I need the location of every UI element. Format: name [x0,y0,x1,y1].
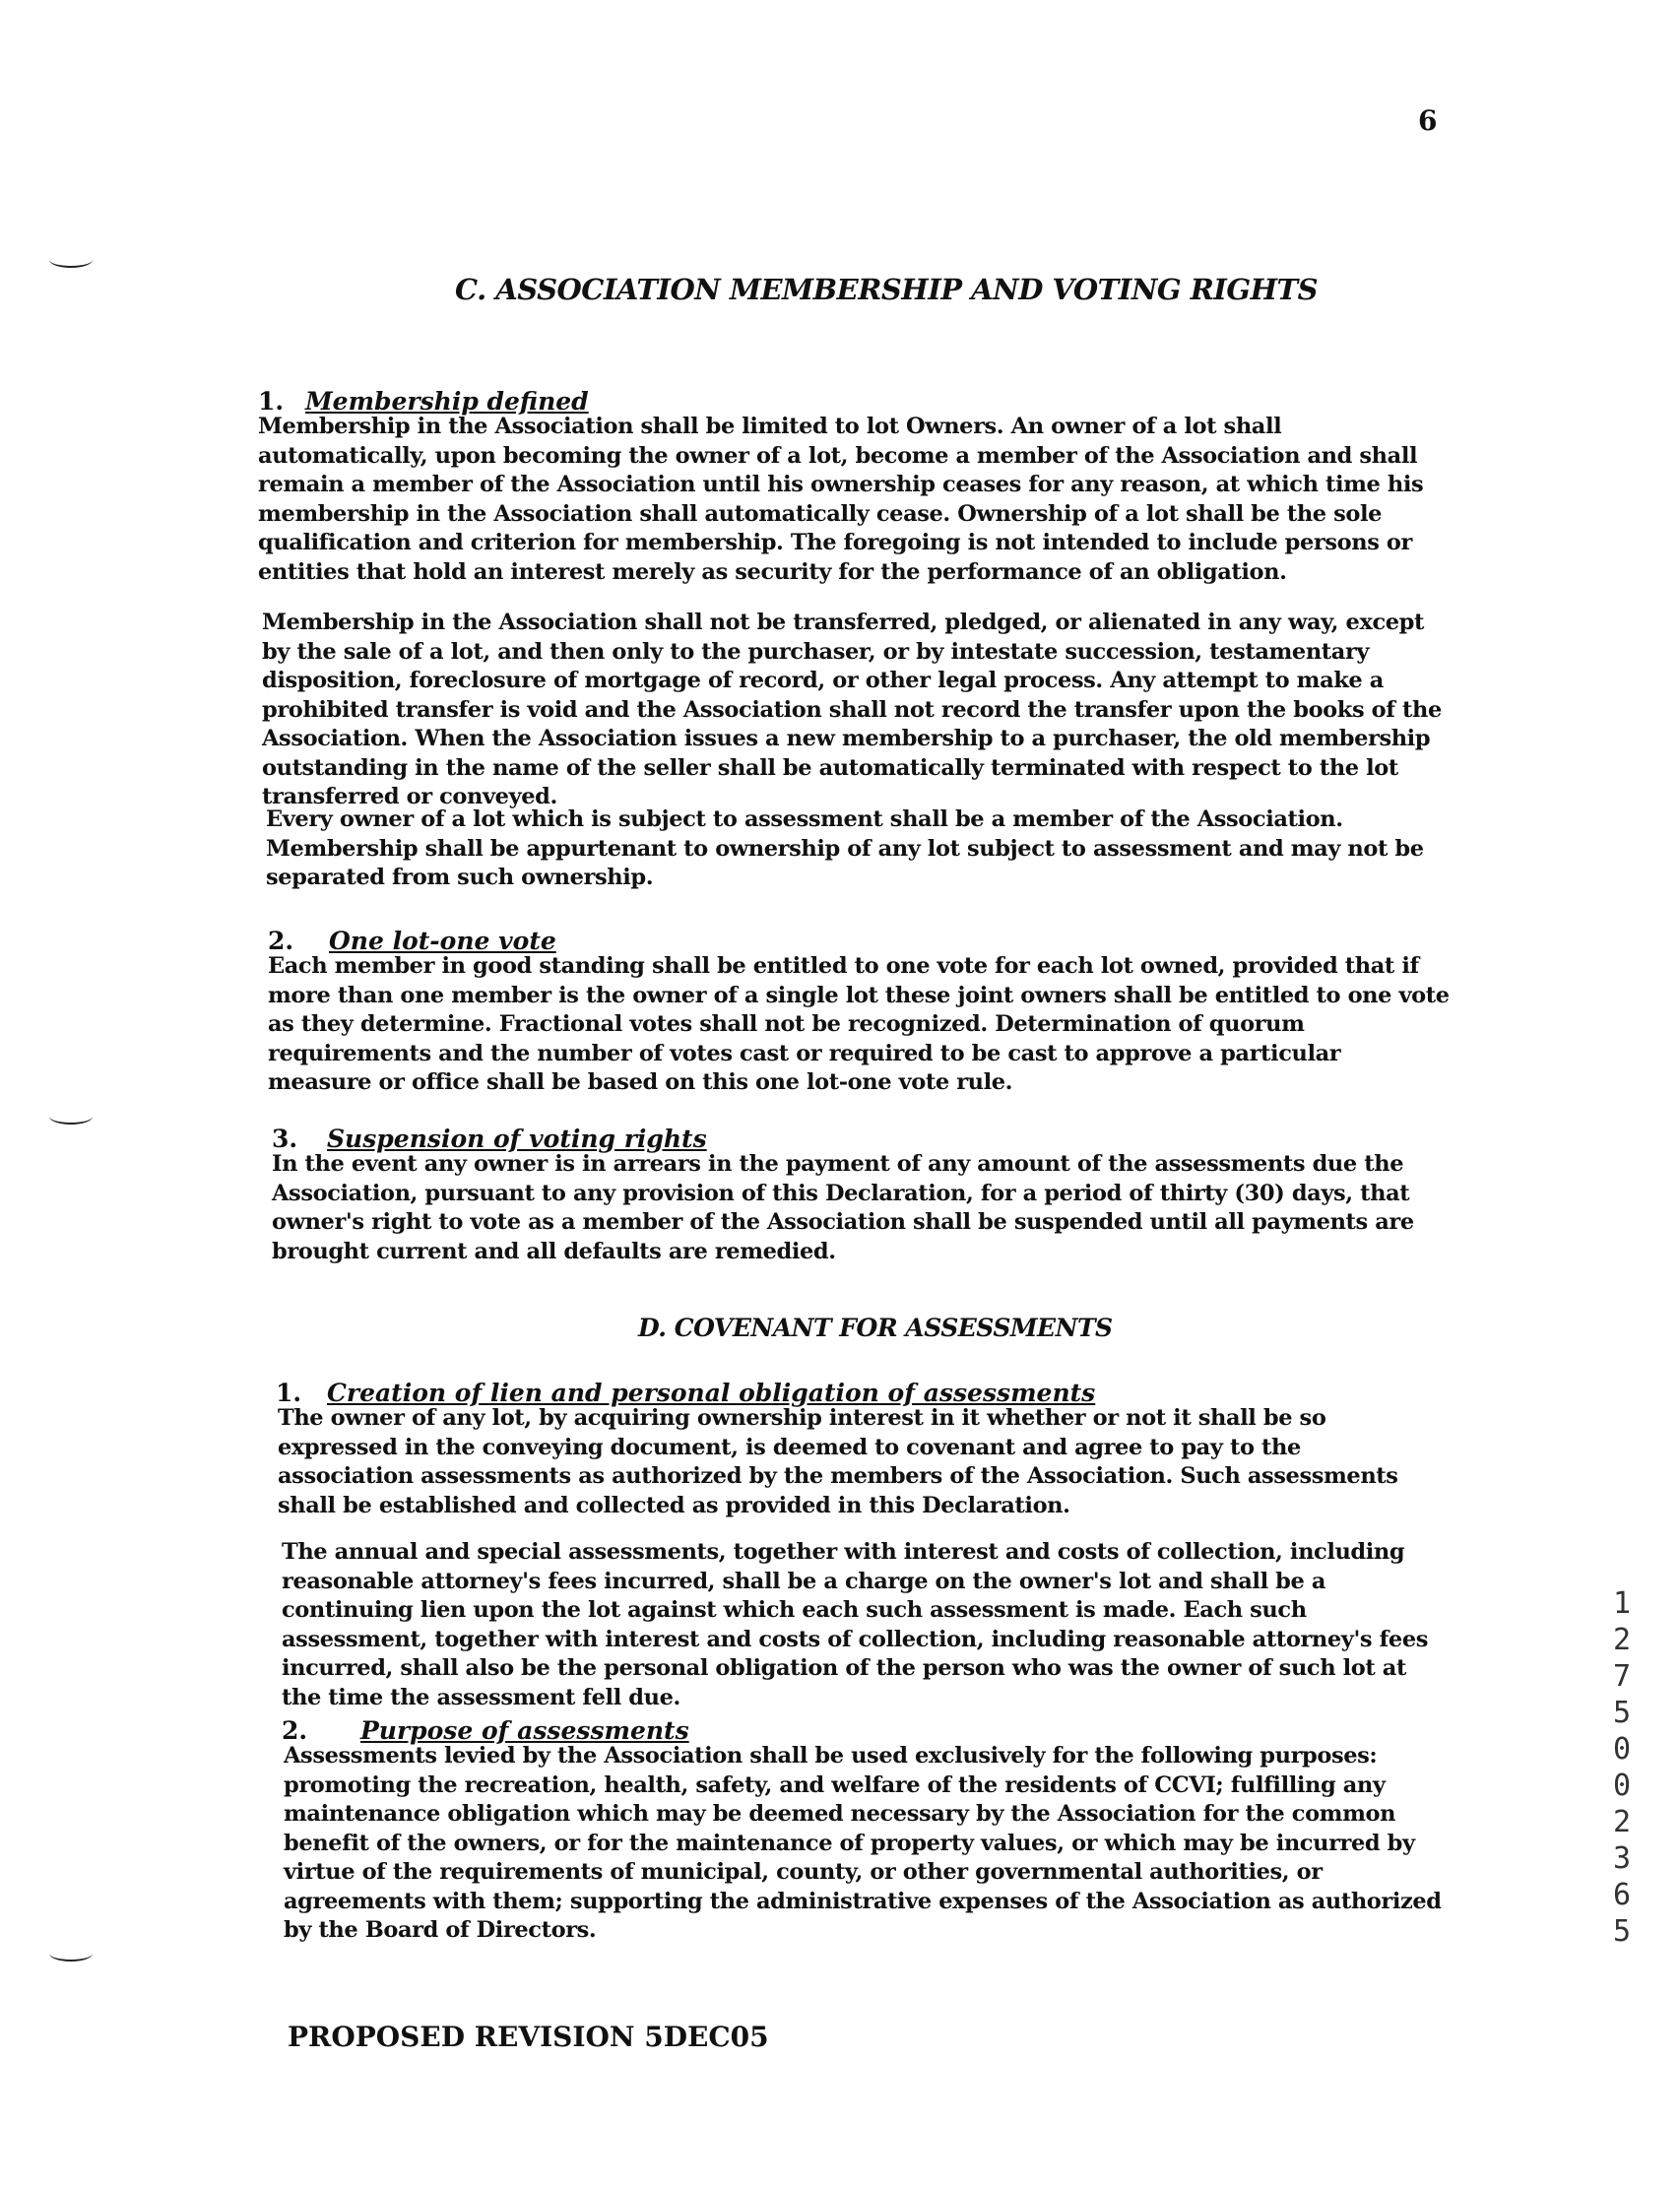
section-d-heading: D. COVENANT FOR ASSESSMENTS [638,1314,1113,1342]
binding-hole-mark [49,1946,93,1962]
side-stamp-number: 12750 02365 [1612,1586,1632,1949]
item-title: Purpose of assessments [360,1716,689,1745]
suspension-of-voting-rights-heading [272,1125,707,1153]
item-title: Membership defined [305,387,589,416]
item-number: 2. [268,927,294,955]
binding-hole-mark [49,252,93,268]
item-title: Creation of lien and personal obligation of assessments [327,1379,1096,1407]
membership-defined-heading [258,387,589,416]
one-lot-one-vote-heading [268,927,556,955]
creation-of-lien-heading [276,1379,1095,1407]
membership-defined-paragraph-1: Membership in the Association shall be limited to lot Owners. An owner of a lot shall automatically, upon becoming the owner of a lot, become a member of the Association and shall remain a member of the Association until his ownership ceases for any reason, at which time his membership in the Association shall automatically cease. Ownership of a lot shall be the sole qualification and criterion for membership. The foregoing is not intended to include persons or entities that hold an interest merely as security for the performance of an obligation. [258,414,1424,585]
creation-of-lien-paragraph-2: The annual and special assessments, together with interest and costs of collection, including reasonable attorney's fees incurred, shall be a charge on the owner's lot and shall be a continuing lien upon the lot against which each such assessment is made. Each such assessment, together with interest and costs of collection, including reasonable attorney's fees incurred, shall also be the personal obligation of the person who was the owner of such lot at the time the assessment fell due. [282,1539,1429,1710]
purpose-of-assessments-paragraph: Assessments levied by the Association shall be used exclusively for the following purposes: promoting the recreation, health, safety, and welfare of the residents of CCVI; fulfilling any maintenance obligation which may be deemed necessary by the Association for the common benefit of the owners, or for the maintenance of property values, or which may be incurred by virtue of the requirements of municipal, county, or other governmental authorities, or agreements with them; supporting the administrative expenses of the Association as authorized by the Board of Directors. [284,1743,1442,1943]
creation-of-lien-paragraph-1: The owner of any lot, by acquiring ownership interest in it whether or not it shall be so expressed in the conveying document, is deemed to covenant and agree to pay to the association assessments as authorized by the members of the Association. Such assessments shall be established and collected as provided in this Declaration. [278,1405,1398,1518]
item-number: 1. [258,387,285,416]
binding-hole-mark [49,1109,93,1125]
membership-defined-paragraph-3: Every owner of a lot which is subject to assessment shall be a member of the Association. Membership shall be appurtenant to ownership of any lot subject to assessment and may not be separated from such ownership. [266,806,1424,890]
one-lot-one-vote-paragraph: Each member in good standing shall be entitled to one vote for each lot owned, provided that if more than one member is the owner of a single lot these joint owners shall be entitled to one vote as they determine. Fractional votes shall not be recognized. Determination of quorum requirements and the number of votes cast or required to be cast to approve a particular measure or office shall be based on this one lot-one vote rule. [268,953,1450,1095]
purpose-of-assessments-heading [282,1716,689,1745]
suspension-of-voting-rights-paragraph: In the event any owner is in arrears in the payment of any amount of the assessments due the Association, pursuant to any provision of this Declaration, for a period of thirty (30) days, that owner's right to vote as a member of the Association shall be suspended until all payments are brought current and all defaults are remedied. [272,1151,1414,1264]
membership-defined-paragraph-2: Membership in the Association shall not be transferred, pledged, or alienated in any way, except by the sale of a lot, and then only to the purchaser, or by intestate succession, testamentary disposition, foreclosure of mortgage of record, or other legal process. Any attempt to make a prohibited transfer is void and the Association shall not record the transfer upon the books of the Association. When the Association issues a new membership to a purchaser, the old membership outstanding in the name of the seller shall be automatically terminated with respect to the lot transferred or conveyed. [262,610,1442,809]
page-number: 6 [1418,104,1438,137]
item-number: 3. [272,1125,298,1153]
item-title: Suspension of voting rights [327,1125,707,1153]
section-c-heading: C. ASSOCIATION MEMBERSHIP AND VOTING RIGHTS [455,273,1319,306]
item-number: 1. [276,1379,302,1407]
item-title: One lot-one vote [329,927,556,955]
item-number: 2. [282,1716,308,1745]
footer-revision-note: PROPOSED REVISION 5DEC05 [288,2021,769,2053]
